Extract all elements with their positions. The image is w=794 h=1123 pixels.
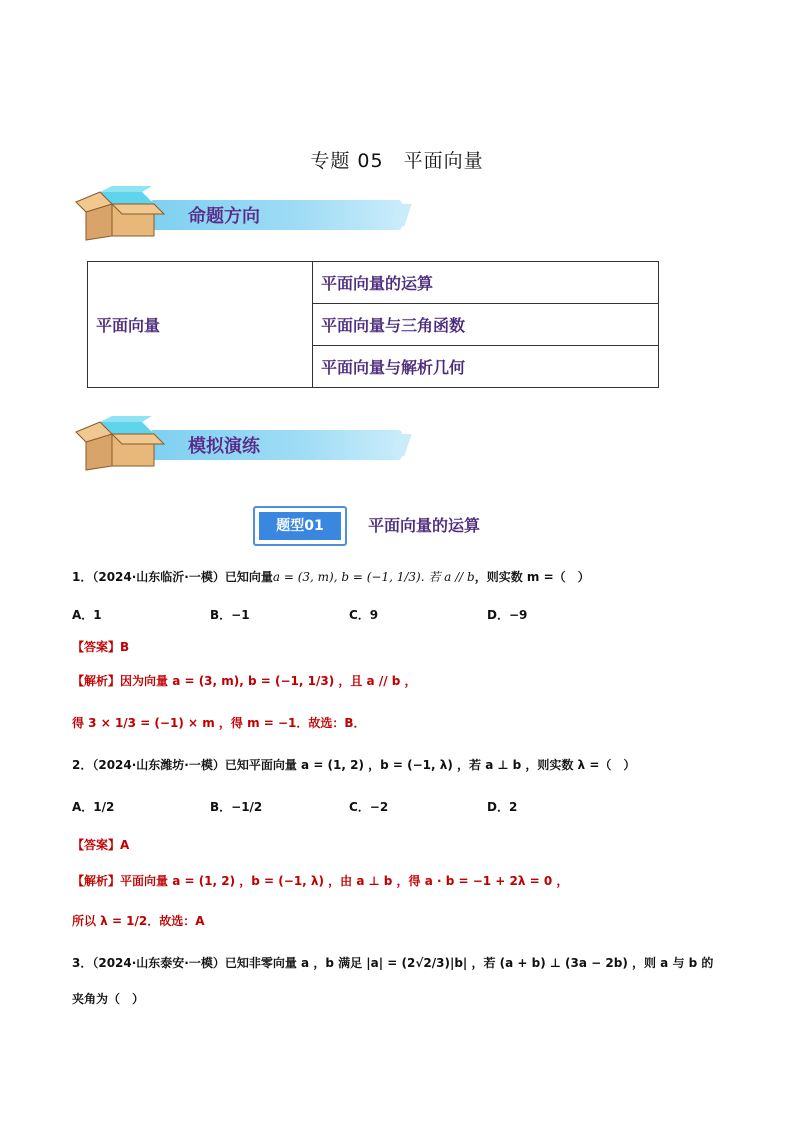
q1-option-a: A．1 (72, 608, 102, 622)
section-banner-practice (72, 416, 342, 476)
topic-table-left-cell: 平面向量 (88, 262, 313, 388)
topic-row: 平面向量的运算 (313, 262, 659, 304)
question-type-badge (253, 506, 347, 546)
question-type-label: 平面向量的运算 (368, 516, 481, 535)
topic-row: 平面向量与解析几何 (313, 346, 659, 388)
question-3-stem-line-2: 夹角为（ ） (72, 992, 145, 1006)
q1-answer-label: 【答案】 (72, 640, 121, 654)
q2-answer-label: 【答案】 (72, 838, 121, 852)
q2-analysis-text-1: 平面向量 a = (1, 2) ，b = (−1, λ) ，由 a ⊥ b ，得 a · b = −1 + 2λ = 0 ， (120, 874, 569, 888)
q1-stem-prefix: 1．（2024·山东临沂·一模）已知向量 (72, 570, 273, 584)
q2-analysis-line-1 (72, 872, 568, 889)
q1-analysis-label: 【解析】 (72, 674, 121, 688)
question-2-stem: 2．（2024·山东潍坊·一模）已知平面向量 a = (1, 2) ，b = (−1, λ) ，若 a ⊥ b ，则实数 λ =（ ） (72, 758, 636, 772)
q2-option-c: C．−2 (349, 800, 389, 814)
q2-option-b: B．−1/2 (210, 800, 263, 814)
question-3-stem-line-1: 3．（2024·山东泰安·一模）已知非零向量 a ，b 满足 |a| = (2√2/3)|b| ，若 (a + b) ⊥ (3a − 2b) ，则 a 与 b 的 (72, 956, 714, 970)
q1-option-d: D．−9 (487, 608, 528, 622)
q2-option-d: D．2 (487, 800, 518, 814)
q2-answer-value: A (120, 838, 130, 852)
box-icon (72, 416, 172, 480)
q1-analysis-text-1: 因为向量 a = (3, m), b = (−1, 1/3) ，且 a // b ， (120, 674, 417, 688)
question-type-badge-text: 题型01 (259, 512, 341, 540)
q2-option-a: A．1/2 (72, 800, 115, 814)
q1-stem-math: a = (3, m), b = (−1, 1/3). 若 a // b (272, 570, 475, 584)
q1-option-c: C．9 (349, 608, 379, 622)
q1-analysis-line-2: 得 3 × 1/3 = (−1) × m ，得 m = −1．故选：B． (72, 716, 366, 730)
topic-row: 平面向量与三角函数 (313, 304, 659, 346)
q2-analysis-label: 【解析】 (72, 874, 121, 888)
q1-analysis-line-1 (72, 672, 417, 689)
topic-table (87, 261, 659, 388)
section-title-direction: 命题方向 (188, 206, 260, 227)
section-banner-direction (72, 186, 342, 246)
page-title: 专题 05 平面向量 (310, 150, 484, 172)
box-icon (72, 186, 172, 250)
q1-answer (72, 638, 129, 655)
q1-stem-suffix: ，则实数 m =（ ） (474, 570, 590, 584)
question-1-stem (72, 568, 590, 585)
section-title-practice: 模拟演练 (188, 436, 260, 457)
q2-answer (72, 836, 129, 853)
q1-answer-value: B (120, 640, 130, 654)
q1-option-b: B．−1 (210, 608, 250, 622)
q2-analysis-line-2: 所以 λ = 1/2．故选：A (72, 914, 205, 928)
